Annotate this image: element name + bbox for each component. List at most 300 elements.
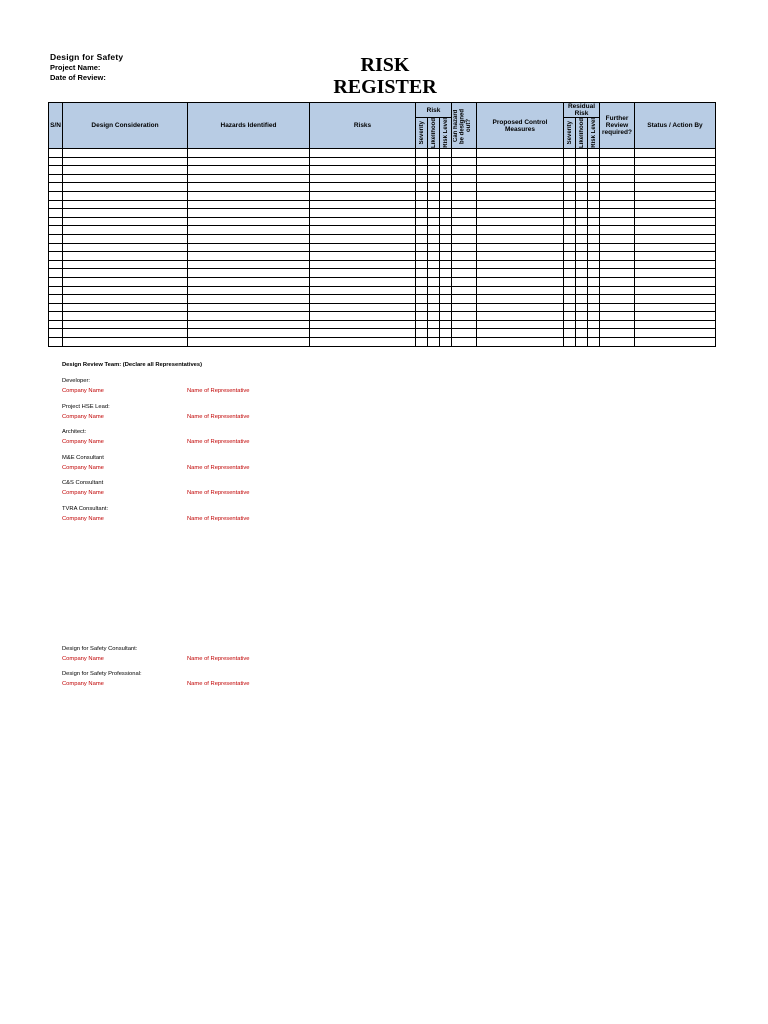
register-cell[interactable] xyxy=(452,295,477,304)
register-cell[interactable] xyxy=(49,303,63,312)
register-cell[interactable] xyxy=(428,157,440,166)
register-cell[interactable] xyxy=(635,157,716,166)
register-cell[interactable] xyxy=(428,277,440,286)
register-cell[interactable] xyxy=(564,269,576,278)
register-cell[interactable] xyxy=(63,277,188,286)
register-cell[interactable] xyxy=(63,320,188,329)
register-cell[interactable] xyxy=(428,295,440,304)
register-cell[interactable] xyxy=(576,226,588,235)
register-cell[interactable] xyxy=(477,260,564,269)
register-cell[interactable] xyxy=(49,252,63,261)
register-cell[interactable] xyxy=(635,312,716,321)
register-cell[interactable] xyxy=(452,260,477,269)
register-cell[interactable] xyxy=(310,252,416,261)
register-cell[interactable] xyxy=(477,329,564,338)
register-cell[interactable] xyxy=(63,329,188,338)
register-cell[interactable] xyxy=(576,149,588,158)
register-cell[interactable] xyxy=(564,209,576,218)
register-cell[interactable] xyxy=(576,312,588,321)
register-cell[interactable] xyxy=(452,183,477,192)
register-cell[interactable] xyxy=(635,295,716,304)
register-cell[interactable] xyxy=(49,260,63,269)
register-cell[interactable] xyxy=(440,329,452,338)
register-cell[interactable] xyxy=(63,183,188,192)
register-cell[interactable] xyxy=(452,243,477,252)
register-cell[interactable] xyxy=(588,234,600,243)
register-cell[interactable] xyxy=(310,303,416,312)
register-cell[interactable] xyxy=(310,166,416,175)
register-cell[interactable] xyxy=(635,338,716,347)
register-cell[interactable] xyxy=(440,166,452,175)
register-cell[interactable] xyxy=(588,174,600,183)
register-cell[interactable] xyxy=(310,260,416,269)
register-cell[interactable] xyxy=(576,277,588,286)
register-cell[interactable] xyxy=(49,200,63,209)
register-cell[interactable] xyxy=(188,260,310,269)
register-cell[interactable] xyxy=(477,286,564,295)
register-cell[interactable] xyxy=(635,286,716,295)
register-cell[interactable] xyxy=(188,338,310,347)
register-cell[interactable] xyxy=(564,252,576,261)
register-cell[interactable] xyxy=(635,191,716,200)
register-cell[interactable] xyxy=(310,320,416,329)
register-cell[interactable] xyxy=(188,209,310,218)
register-cell[interactable] xyxy=(477,338,564,347)
register-cell[interactable] xyxy=(576,157,588,166)
register-cell[interactable] xyxy=(600,295,635,304)
register-cell[interactable] xyxy=(63,149,188,158)
register-cell[interactable] xyxy=(588,277,600,286)
register-cell[interactable] xyxy=(188,234,310,243)
register-cell[interactable] xyxy=(477,149,564,158)
register-cell[interactable] xyxy=(416,260,428,269)
register-cell[interactable] xyxy=(188,200,310,209)
register-cell[interactable] xyxy=(440,295,452,304)
register-cell[interactable] xyxy=(564,303,576,312)
register-cell[interactable] xyxy=(564,200,576,209)
register-cell[interactable] xyxy=(416,209,428,218)
register-cell[interactable] xyxy=(588,217,600,226)
register-cell[interactable] xyxy=(416,295,428,304)
register-cell[interactable] xyxy=(477,277,564,286)
register-cell[interactable] xyxy=(600,252,635,261)
register-cell[interactable] xyxy=(452,217,477,226)
register-cell[interactable] xyxy=(635,200,716,209)
register-cell[interactable] xyxy=(635,277,716,286)
register-cell[interactable] xyxy=(416,226,428,235)
register-cell[interactable] xyxy=(440,269,452,278)
register-cell[interactable] xyxy=(416,157,428,166)
register-cell[interactable] xyxy=(477,166,564,175)
register-cell[interactable] xyxy=(188,191,310,200)
register-cell[interactable] xyxy=(49,312,63,321)
register-cell[interactable] xyxy=(63,243,188,252)
register-cell[interactable] xyxy=(188,174,310,183)
register-cell[interactable] xyxy=(635,252,716,261)
register-cell[interactable] xyxy=(600,157,635,166)
register-cell[interactable] xyxy=(440,191,452,200)
register-cell[interactable] xyxy=(564,234,576,243)
register-cell[interactable] xyxy=(600,149,635,158)
register-cell[interactable] xyxy=(188,286,310,295)
register-cell[interactable] xyxy=(576,295,588,304)
register-cell[interactable] xyxy=(600,286,635,295)
register-cell[interactable] xyxy=(477,312,564,321)
register-cell[interactable] xyxy=(428,149,440,158)
register-cell[interactable] xyxy=(440,183,452,192)
register-cell[interactable] xyxy=(63,338,188,347)
register-cell[interactable] xyxy=(416,166,428,175)
register-cell[interactable] xyxy=(576,252,588,261)
register-cell[interactable] xyxy=(452,303,477,312)
register-cell[interactable] xyxy=(452,320,477,329)
register-cell[interactable] xyxy=(188,226,310,235)
register-cell[interactable] xyxy=(600,217,635,226)
register-cell[interactable] xyxy=(49,320,63,329)
register-cell[interactable] xyxy=(600,226,635,235)
register-cell[interactable] xyxy=(588,226,600,235)
register-cell[interactable] xyxy=(428,269,440,278)
register-cell[interactable] xyxy=(477,252,564,261)
register-cell[interactable] xyxy=(49,183,63,192)
register-cell[interactable] xyxy=(63,312,188,321)
register-cell[interactable] xyxy=(188,329,310,338)
register-cell[interactable] xyxy=(600,312,635,321)
register-cell[interactable] xyxy=(188,320,310,329)
register-cell[interactable] xyxy=(416,217,428,226)
register-cell[interactable] xyxy=(416,303,428,312)
register-cell[interactable] xyxy=(428,191,440,200)
register-cell[interactable] xyxy=(477,320,564,329)
register-cell[interactable] xyxy=(588,252,600,261)
register-cell[interactable] xyxy=(477,226,564,235)
register-cell[interactable] xyxy=(588,200,600,209)
register-cell[interactable] xyxy=(588,149,600,158)
register-cell[interactable] xyxy=(310,183,416,192)
register-cell[interactable] xyxy=(576,209,588,218)
register-cell[interactable] xyxy=(600,209,635,218)
register-cell[interactable] xyxy=(440,157,452,166)
register-cell[interactable] xyxy=(428,243,440,252)
register-cell[interactable] xyxy=(310,217,416,226)
register-cell[interactable] xyxy=(576,217,588,226)
register-cell[interactable] xyxy=(564,217,576,226)
register-cell[interactable] xyxy=(188,252,310,261)
register-cell[interactable] xyxy=(428,286,440,295)
register-cell[interactable] xyxy=(477,295,564,304)
register-cell[interactable] xyxy=(310,295,416,304)
register-cell[interactable] xyxy=(310,149,416,158)
register-cell[interactable] xyxy=(428,166,440,175)
register-cell[interactable] xyxy=(564,295,576,304)
register-cell[interactable] xyxy=(588,209,600,218)
register-cell[interactable] xyxy=(416,252,428,261)
register-cell[interactable] xyxy=(49,329,63,338)
register-cell[interactable] xyxy=(477,269,564,278)
register-cell[interactable] xyxy=(477,234,564,243)
register-cell[interactable] xyxy=(49,209,63,218)
register-cell[interactable] xyxy=(477,209,564,218)
register-cell[interactable] xyxy=(452,269,477,278)
register-cell[interactable] xyxy=(440,312,452,321)
register-cell[interactable] xyxy=(428,183,440,192)
register-cell[interactable] xyxy=(49,295,63,304)
register-cell[interactable] xyxy=(49,286,63,295)
register-cell[interactable] xyxy=(416,286,428,295)
register-cell[interactable] xyxy=(452,277,477,286)
register-cell[interactable] xyxy=(440,277,452,286)
register-cell[interactable] xyxy=(63,166,188,175)
register-cell[interactable] xyxy=(635,234,716,243)
register-cell[interactable] xyxy=(588,312,600,321)
register-cell[interactable] xyxy=(477,191,564,200)
register-cell[interactable] xyxy=(452,157,477,166)
register-cell[interactable] xyxy=(63,209,188,218)
register-cell[interactable] xyxy=(588,338,600,347)
register-cell[interactable] xyxy=(564,338,576,347)
register-cell[interactable] xyxy=(416,320,428,329)
register-cell[interactable] xyxy=(428,174,440,183)
register-cell[interactable] xyxy=(600,166,635,175)
register-cell[interactable] xyxy=(588,260,600,269)
register-cell[interactable] xyxy=(188,277,310,286)
register-cell[interactable] xyxy=(576,183,588,192)
register-cell[interactable] xyxy=(63,252,188,261)
register-cell[interactable] xyxy=(452,174,477,183)
register-cell[interactable] xyxy=(63,303,188,312)
register-cell[interactable] xyxy=(49,157,63,166)
register-cell[interactable] xyxy=(440,338,452,347)
register-cell[interactable] xyxy=(588,183,600,192)
register-cell[interactable] xyxy=(564,286,576,295)
register-cell[interactable] xyxy=(310,286,416,295)
register-cell[interactable] xyxy=(600,243,635,252)
register-cell[interactable] xyxy=(600,338,635,347)
register-cell[interactable] xyxy=(440,286,452,295)
register-cell[interactable] xyxy=(477,174,564,183)
register-cell[interactable] xyxy=(635,243,716,252)
register-cell[interactable] xyxy=(635,149,716,158)
register-cell[interactable] xyxy=(310,226,416,235)
register-cell[interactable] xyxy=(440,149,452,158)
register-cell[interactable] xyxy=(310,157,416,166)
register-cell[interactable] xyxy=(564,174,576,183)
register-cell[interactable] xyxy=(440,252,452,261)
register-cell[interactable] xyxy=(564,149,576,158)
register-cell[interactable] xyxy=(588,320,600,329)
register-cell[interactable] xyxy=(428,252,440,261)
register-cell[interactable] xyxy=(428,209,440,218)
register-cell[interactable] xyxy=(440,217,452,226)
register-cell[interactable] xyxy=(310,312,416,321)
register-cell[interactable] xyxy=(576,338,588,347)
register-cell[interactable] xyxy=(600,191,635,200)
register-cell[interactable] xyxy=(310,209,416,218)
register-cell[interactable] xyxy=(188,157,310,166)
register-cell[interactable] xyxy=(63,295,188,304)
register-cell[interactable] xyxy=(564,329,576,338)
register-cell[interactable] xyxy=(452,234,477,243)
register-cell[interactable] xyxy=(452,149,477,158)
register-cell[interactable] xyxy=(428,303,440,312)
register-cell[interactable] xyxy=(310,329,416,338)
register-cell[interactable] xyxy=(428,329,440,338)
register-cell[interactable] xyxy=(588,157,600,166)
register-cell[interactable] xyxy=(600,277,635,286)
register-cell[interactable] xyxy=(440,243,452,252)
register-cell[interactable] xyxy=(452,209,477,218)
register-cell[interactable] xyxy=(188,149,310,158)
register-cell[interactable] xyxy=(600,269,635,278)
register-cell[interactable] xyxy=(564,277,576,286)
register-cell[interactable] xyxy=(49,243,63,252)
register-cell[interactable] xyxy=(635,209,716,218)
register-cell[interactable] xyxy=(576,166,588,175)
register-cell[interactable] xyxy=(564,166,576,175)
register-cell[interactable] xyxy=(600,260,635,269)
register-cell[interactable] xyxy=(310,191,416,200)
register-cell[interactable] xyxy=(440,209,452,218)
register-cell[interactable] xyxy=(49,269,63,278)
register-cell[interactable] xyxy=(440,303,452,312)
register-cell[interactable] xyxy=(588,243,600,252)
register-cell[interactable] xyxy=(440,174,452,183)
register-cell[interactable] xyxy=(635,320,716,329)
register-cell[interactable] xyxy=(188,269,310,278)
register-cell[interactable] xyxy=(477,243,564,252)
register-cell[interactable] xyxy=(63,200,188,209)
register-cell[interactable] xyxy=(576,191,588,200)
register-cell[interactable] xyxy=(416,183,428,192)
register-cell[interactable] xyxy=(63,226,188,235)
register-cell[interactable] xyxy=(477,217,564,226)
register-cell[interactable] xyxy=(310,277,416,286)
register-cell[interactable] xyxy=(188,183,310,192)
register-cell[interactable] xyxy=(635,269,716,278)
register-cell[interactable] xyxy=(188,295,310,304)
register-cell[interactable] xyxy=(576,243,588,252)
register-cell[interactable] xyxy=(49,226,63,235)
register-cell[interactable] xyxy=(600,329,635,338)
register-cell[interactable] xyxy=(576,286,588,295)
register-cell[interactable] xyxy=(188,166,310,175)
register-cell[interactable] xyxy=(188,217,310,226)
register-cell[interactable] xyxy=(600,320,635,329)
register-cell[interactable] xyxy=(63,234,188,243)
register-cell[interactable] xyxy=(588,191,600,200)
register-cell[interactable] xyxy=(188,303,310,312)
register-cell[interactable] xyxy=(576,329,588,338)
register-cell[interactable] xyxy=(452,338,477,347)
register-cell[interactable] xyxy=(63,286,188,295)
register-cell[interactable] xyxy=(63,191,188,200)
register-cell[interactable] xyxy=(576,260,588,269)
register-cell[interactable] xyxy=(477,157,564,166)
register-cell[interactable] xyxy=(416,277,428,286)
register-cell[interactable] xyxy=(588,329,600,338)
register-cell[interactable] xyxy=(49,277,63,286)
register-cell[interactable] xyxy=(63,260,188,269)
register-cell[interactable] xyxy=(576,200,588,209)
register-cell[interactable] xyxy=(600,183,635,192)
register-cell[interactable] xyxy=(600,200,635,209)
register-cell[interactable] xyxy=(452,252,477,261)
register-cell[interactable] xyxy=(576,320,588,329)
register-cell[interactable] xyxy=(440,320,452,329)
register-cell[interactable] xyxy=(600,234,635,243)
register-cell[interactable] xyxy=(588,303,600,312)
register-cell[interactable] xyxy=(416,149,428,158)
register-cell[interactable] xyxy=(564,157,576,166)
register-cell[interactable] xyxy=(440,226,452,235)
register-cell[interactable] xyxy=(49,338,63,347)
register-cell[interactable] xyxy=(635,260,716,269)
register-cell[interactable] xyxy=(635,166,716,175)
register-cell[interactable] xyxy=(310,174,416,183)
register-cell[interactable] xyxy=(635,183,716,192)
register-cell[interactable] xyxy=(564,183,576,192)
register-cell[interactable] xyxy=(452,312,477,321)
register-cell[interactable] xyxy=(588,166,600,175)
register-cell[interactable] xyxy=(564,260,576,269)
register-cell[interactable] xyxy=(416,200,428,209)
register-cell[interactable] xyxy=(310,338,416,347)
register-cell[interactable] xyxy=(440,200,452,209)
register-cell[interactable] xyxy=(588,286,600,295)
register-cell[interactable] xyxy=(310,234,416,243)
register-cell[interactable] xyxy=(428,312,440,321)
register-cell[interactable] xyxy=(310,269,416,278)
register-cell[interactable] xyxy=(600,303,635,312)
register-cell[interactable] xyxy=(63,157,188,166)
register-cell[interactable] xyxy=(428,200,440,209)
register-cell[interactable] xyxy=(588,295,600,304)
register-cell[interactable] xyxy=(416,174,428,183)
register-cell[interactable] xyxy=(416,329,428,338)
register-cell[interactable] xyxy=(416,269,428,278)
register-cell[interactable] xyxy=(49,191,63,200)
register-cell[interactable] xyxy=(576,303,588,312)
register-cell[interactable] xyxy=(416,338,428,347)
register-cell[interactable] xyxy=(428,338,440,347)
register-cell[interactable] xyxy=(49,166,63,175)
register-cell[interactable] xyxy=(63,269,188,278)
register-cell[interactable] xyxy=(564,320,576,329)
register-cell[interactable] xyxy=(416,191,428,200)
register-cell[interactable] xyxy=(635,174,716,183)
register-cell[interactable] xyxy=(49,217,63,226)
register-cell[interactable] xyxy=(428,260,440,269)
register-cell[interactable] xyxy=(564,191,576,200)
register-cell[interactable] xyxy=(416,234,428,243)
register-cell[interactable] xyxy=(452,226,477,235)
register-cell[interactable] xyxy=(452,286,477,295)
register-cell[interactable] xyxy=(428,320,440,329)
register-cell[interactable] xyxy=(452,191,477,200)
register-cell[interactable] xyxy=(564,243,576,252)
register-cell[interactable] xyxy=(635,226,716,235)
register-cell[interactable] xyxy=(477,303,564,312)
register-cell[interactable] xyxy=(49,149,63,158)
register-cell[interactable] xyxy=(564,226,576,235)
register-cell[interactable] xyxy=(440,260,452,269)
register-cell[interactable] xyxy=(310,200,416,209)
register-cell[interactable] xyxy=(188,312,310,321)
register-cell[interactable] xyxy=(477,183,564,192)
register-cell[interactable] xyxy=(63,174,188,183)
register-cell[interactable] xyxy=(63,217,188,226)
register-cell[interactable] xyxy=(635,329,716,338)
